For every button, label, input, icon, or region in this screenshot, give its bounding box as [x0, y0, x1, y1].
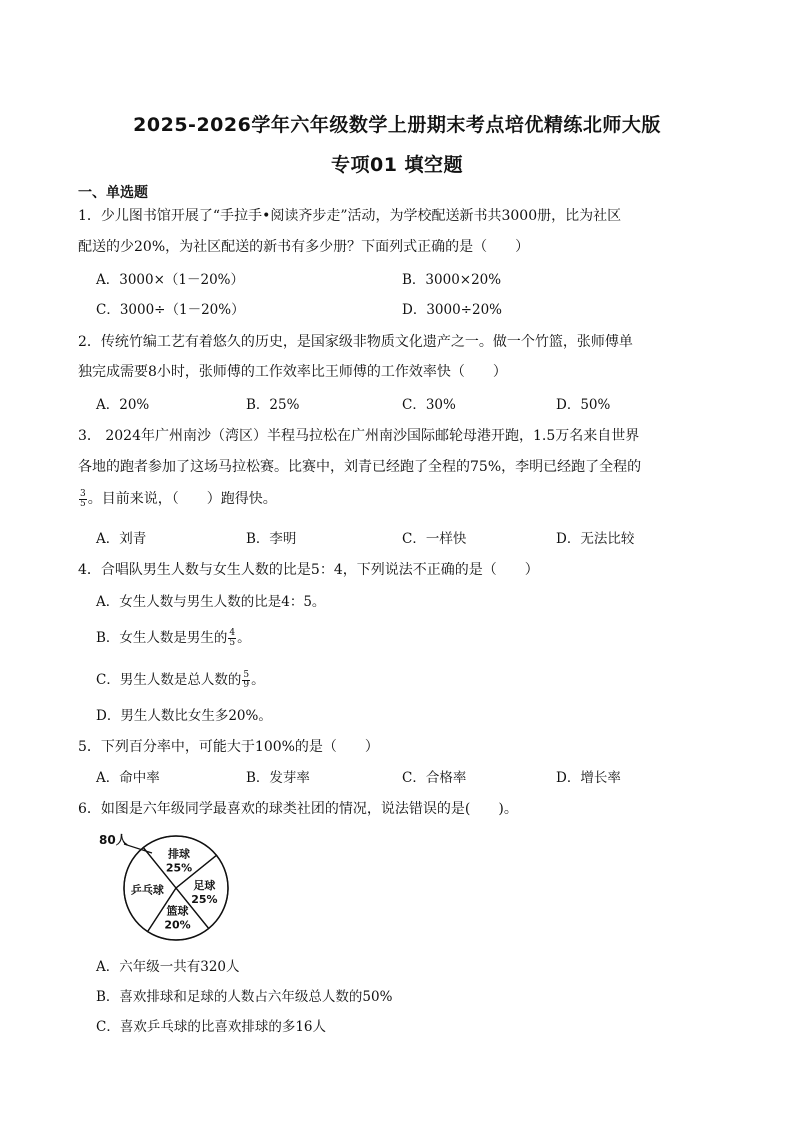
pie-slice-percent-1: 25%: [191, 893, 218, 906]
q3-stem-line1: 3． 2024年广州南沙（湾区）半程马拉松在广州南沙国际邮轮母港开跑，1.5万名来自世界: [78, 428, 640, 444]
pie-slice-name-1: 足球: [193, 879, 216, 892]
q2-option-c: C．30%: [402, 397, 456, 413]
pie-slice-name-0: 排球: [168, 847, 190, 861]
q2-option-b: B．25%: [246, 397, 300, 413]
q3-option-d: D．无法比较: [556, 531, 635, 547]
q1-stem-line2: 配送的少20%，为社区配送的新书有多少册？下面列式正确的是（ ）: [78, 239, 530, 255]
q4-option-c: C．男生人数是总人数的 $\frac{5}{9}$ 。: [96, 670, 265, 690]
q5-option-c: C．合格率: [402, 770, 467, 786]
q6-option-b: B．喜欢排球和足球的人数占六年级总人数的50%: [96, 989, 393, 1005]
pie-slice-name-2: 篮球: [166, 904, 189, 918]
q2-option-a: A．20%: [96, 397, 150, 413]
pie-slice-percent-0: 25%: [165, 861, 193, 875]
q6-option-a: A．六年级一共有320人: [96, 959, 240, 975]
q3-stem-line2: 各地的跑者参加了这场马拉松赛。比赛中，刘青已经跑了全程的75%，李明已经跑了全程的: [78, 459, 642, 475]
pie-slice-percent-2: 20%: [164, 918, 191, 932]
document-subtitle: 专项01 填空题: [330, 154, 464, 176]
q2-stem-line2: 独完成需要8小时，张师傅的工作效率比王师傅的工作效率快（ ）: [78, 364, 507, 380]
q5-stem: 5．下列百分率中，可能大于100%的是（ ）: [78, 739, 379, 755]
q1-option-c: C．3000÷（1－20%）: [96, 302, 245, 318]
section-heading: 一、单选题: [78, 185, 148, 201]
q3-option-a: A．刘青: [96, 531, 147, 547]
q4-option-b: B．女生人数是男生的 $\frac{4}{5}$ 。: [96, 628, 251, 648]
q3-option-c: C．一样快: [402, 531, 467, 547]
pie-slice-name-3: 乒乓球: [130, 883, 164, 897]
q1-option-d: D．3000÷20%: [402, 302, 502, 318]
q4-option-d: D．男生人数比女生多20%。: [96, 708, 272, 724]
q4-option-c-fraction: $\frac{5}{9}$: [243, 670, 250, 690]
q5-option-b: B．发芽率: [246, 770, 310, 786]
pie-callout-label: 80人: [99, 833, 128, 847]
pie-chart: [90, 826, 250, 946]
q6-stem: 6．如图是六年级同学最喜欢的球类社团的情况，说法错误的是( )。: [78, 801, 518, 817]
q1-stem-line1: 1．少儿图书馆开展了“手拉手•阅读齐步走”活动，为学校配送新书共3000册，比为社区: [78, 208, 622, 224]
q3-option-b: B．李明: [246, 531, 297, 547]
q2-option-d: D．50%: [556, 397, 611, 413]
q4-option-b-fraction: $\frac{4}{5}$: [229, 628, 236, 648]
q3-stem-line3: $\frac{3}{5}$ 。目前来说，（ ）跑得快。: [80, 488, 277, 509]
q5-option-d: D．增长率: [556, 770, 621, 786]
q4-stem: 4．合唱队男生人数与女生人数的比是5：4，下列说法不正确的是（ ）: [78, 562, 539, 578]
q3-fraction: $\frac{3}{5}$: [80, 488, 86, 509]
q1-option-b: B．3000×20%: [402, 272, 502, 288]
document-title: 2025-2026学年六年级数学上册期末考点培优精练北师大版: [133, 114, 661, 136]
q6-option-c: C．喜欢乒乓球的比喜欢排球的多16人: [96, 1019, 327, 1035]
q2-stem-line1: 2．传统竹编工艺有着悠久的历史，是国家级非物质文化遗产之一。做一个竹篮，张师傅单: [78, 334, 633, 350]
q1-option-a: A．3000×（1－20%）: [96, 272, 245, 288]
q4-option-a: A．女生人数与男生人数的比是4：5。: [96, 594, 326, 610]
q5-option-a: A．命中率: [96, 770, 160, 786]
